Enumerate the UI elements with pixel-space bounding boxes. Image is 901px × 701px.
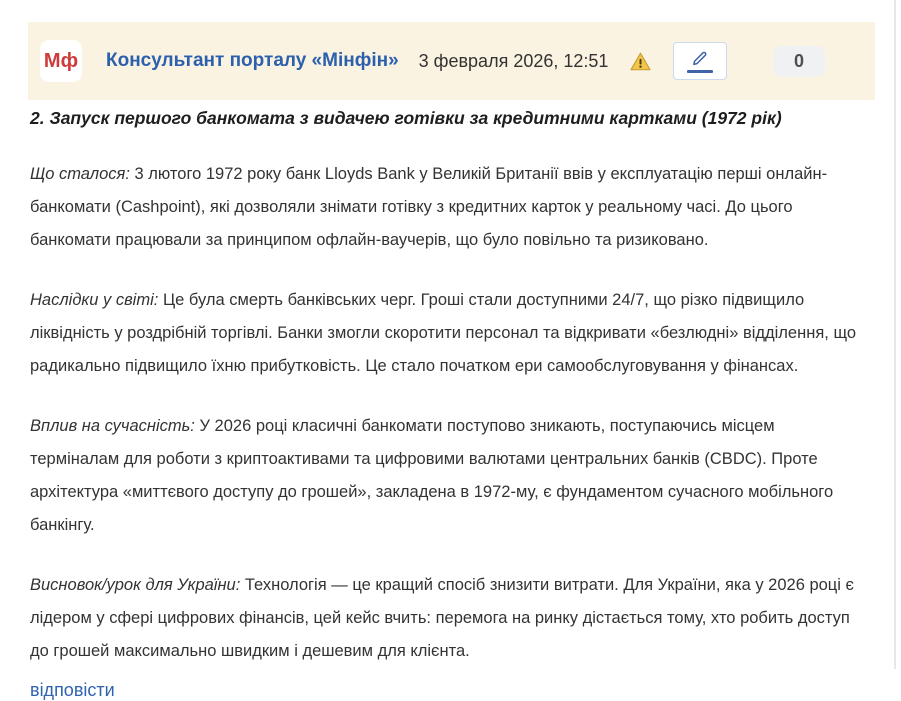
edit-underline — [687, 70, 713, 73]
paragraph-text: У 2026 році класичні банкомати поступово зникають, поступаючись місцем терміналам для роботи з криптоактивами та цифровими валютами центральних банків (CBDC). Проте архітектура «миттєвого доступу до грошей», закладена в 1972-му, є фундаментом сучасного мобільного банкінгу. — [30, 417, 834, 534]
paragraph-label: Що сталося: — [30, 165, 130, 183]
paragraph-modern-impact — [30, 410, 868, 542]
avatar[interactable] — [40, 40, 82, 82]
comment-body — [30, 105, 868, 701]
paragraph-what-happened — [30, 158, 868, 257]
paragraph-text: 3 лютого 1972 року банк Lloyds Bank у Великій Британії ввів у експлуатацію перші онлайн-банкомати (Cashpoint), які дозволяли знімати готівку з кредитних карток у реальному часі. До цього банкомати працювали за принципом офлайн-ваучерів, що було повільно та ризиковано. — [30, 165, 828, 249]
warning-triangle-icon[interactable] — [630, 52, 651, 71]
pencil-icon — [691, 49, 710, 68]
paragraph-ukraine-lesson — [30, 569, 868, 668]
reply-link[interactable]: відповісти — [30, 680, 115, 700]
avatar-initials: Мф — [43, 49, 79, 72]
comment-date: 3 февраля 2026, 12:51 — [418, 50, 609, 71]
paragraph-label: Наслідки у світі: — [30, 291, 159, 309]
comment-title: 2. Запуск першого банкомата з видачею готівки за кредитними картками (1972 рік) — [30, 108, 782, 128]
paragraph-text: Технологія — це кращий спосіб знизити витрати. Для України, яка у 2026 році є лідером у сфері цифрових фінансів, цей кейс вчить: перемога на ринку дістається тому, хто робить доступ до грошей максимально швидким і дешевим для клієнта. — [30, 576, 854, 660]
paragraph-text: Це була смерть банківських черг. Гроші стали доступними 24/7, що різко підвищило ліквідність у роздрібній торгівлі. Банки змогли скоротити персонал та відкривати «безлюдні» відділення, що радикально підвищило їхню прибутковість. Це стало початком ери самообслуговування у фінансах. — [30, 291, 857, 375]
author-link[interactable]: Консультант порталу «Мінфін» — [106, 50, 399, 71]
vote-count: 0 — [793, 50, 804, 71]
page-right-border — [894, 0, 896, 669]
vote-count-badge — [773, 46, 825, 77]
paragraph-label: Висновок/урок для України: — [30, 576, 241, 594]
paragraph-label: Вплив на сучасність: — [30, 417, 195, 435]
edit-button[interactable] — [673, 42, 727, 80]
paragraph-world-consequences — [30, 284, 868, 383]
comment-header — [28, 22, 875, 100]
